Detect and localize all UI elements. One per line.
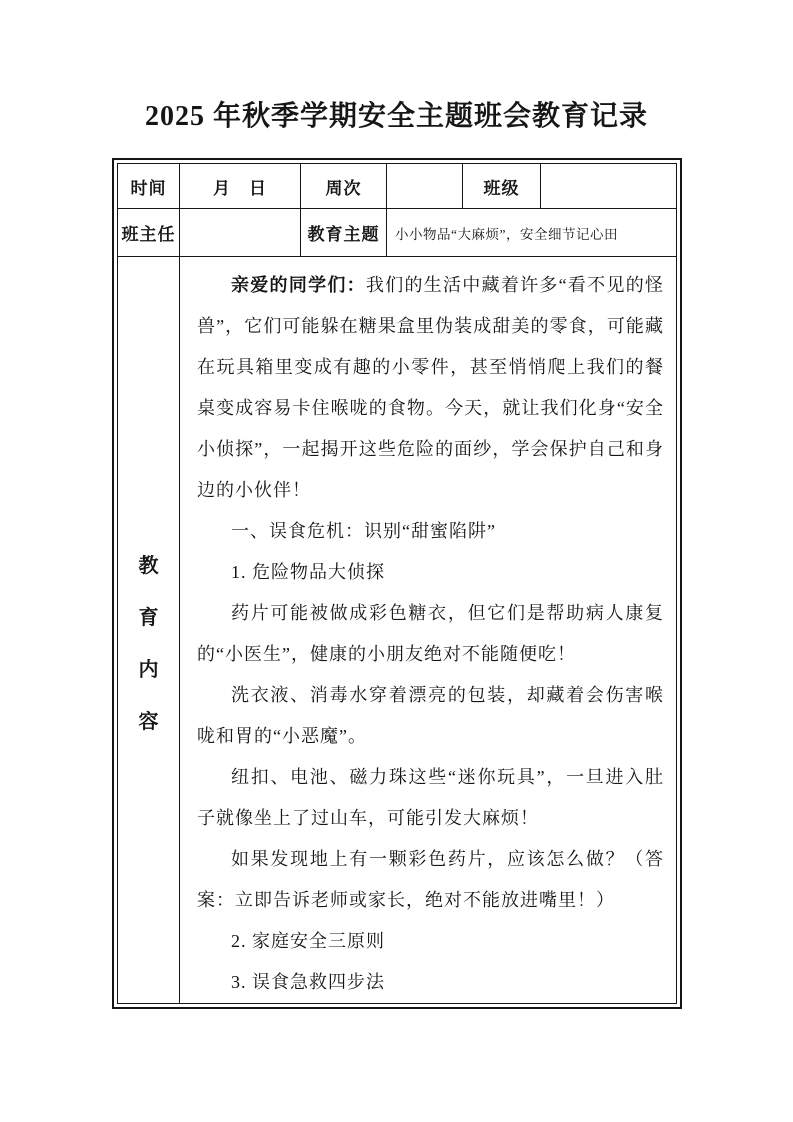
record-table-grid [117,163,677,1004]
content-paragraph: 洗衣液、消毒水穿着漂亮的包装，却藏着会伤害喉咙和胃的“小恶魔”。 [197,685,664,746]
time-label: 时间 [118,164,180,209]
content-paragraph: 2. 家庭安全三原则 [231,931,385,951]
content-intro-paragraph [197,265,664,511]
content-paragraph: 一、误食危机：识别“甜蜜陷阱” [231,521,496,541]
content-intro-lead: 亲爱的同学们： [231,275,366,295]
week-label: 周次 [301,164,387,209]
content-label-char: 育 [138,606,159,629]
content-label-char: 教 [138,554,159,577]
content-paragraph: 药片可能被做成彩色糖衣，但它们是帮助病人康复的“小医生”，健康的小朋友绝对不能随便吃！ [197,603,664,664]
teacher-value-cell[interactable] [180,209,301,257]
theme-value: 小小物品“大麻烦”，安全细节记心田 [387,209,677,257]
page-title: 2025 年秋季学期安全主题班会教育记录 [144,101,648,132]
content-section-label-vertical [118,527,179,734]
content-intro-text: 我们的生活中藏着许多“看不见的怪兽”，它们可能躲在糖果盒里伪装成甜美的零食，可能藏在玩具箱里变成有趣的小零件，甚至悄悄爬上我们的餐桌变成容易卡住喉咙的食物。今天，就让我们化身“安全小侦探”，一起揭开这些危险的面纱，学会保护自己和身边的小伙伴！ [197,275,665,500]
week-value-cell[interactable] [387,164,463,209]
table-row [118,164,677,209]
content-paragraph: 纽扣、电池、磁力珠这些“迷你玩具”，一旦进入肚子就像坐上了过山车，可能引发大麻烦！ [197,767,664,828]
content-section-label [118,257,180,1004]
record-table [112,158,682,1009]
content-paragraph: 1. 危险物品大侦探 [231,562,385,582]
class-value-cell[interactable] [541,164,677,209]
class-label: 班级 [463,164,541,209]
content-paragraph: 3. 误食急救四步法 [231,972,385,992]
table-row [118,257,677,1004]
theme-label: 教育主题 [301,209,387,257]
teacher-label: 班主任 [118,209,180,257]
content-label-char: 内 [138,658,159,681]
table-row [118,209,677,257]
content-label-char: 容 [138,710,159,733]
content-cell [180,257,677,1004]
content-paragraph: 如果发现地上有一颗彩色药片，应该怎么做？（答案：立即告诉老师或家长，绝对不能放进嘴里！） [197,849,664,910]
time-value-cell[interactable]: 月 日 [180,164,301,209]
